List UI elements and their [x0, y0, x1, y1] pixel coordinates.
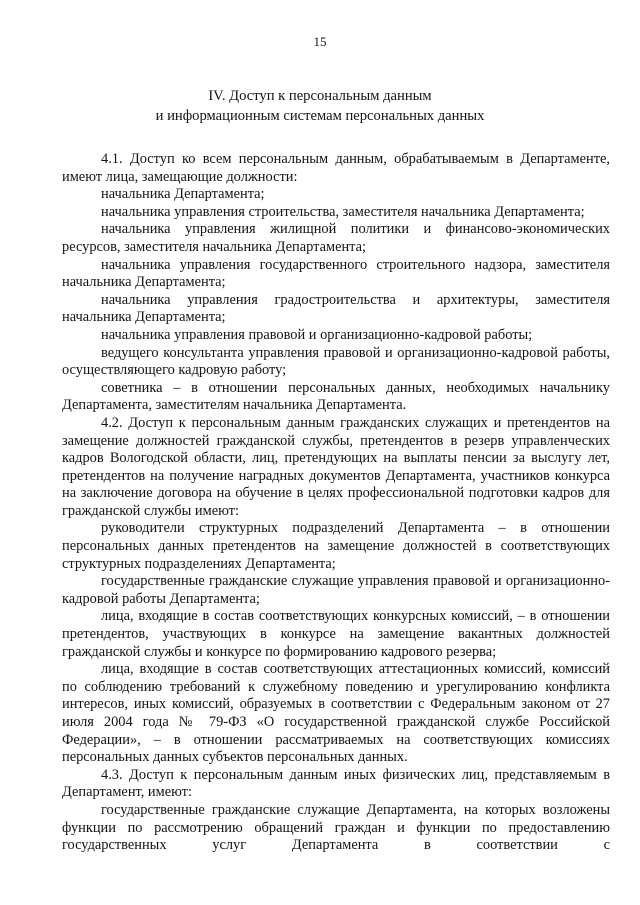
paragraph-list-item: лица, входящие в состав соответствующих аттестационных комиссий, комиссий по соблюдению требований к служебному поведению и урегулированию конфликта интересов, иных комиссий, образуемых в соответствии с Федеральным законом от 27 июля 2004 года № 79-ФЗ «О государственной гражданской службе Российской Федерации», – в отношении рассматриваемых на соответствующих комиссиях персональных данных субъектов персональных данных. [62, 661, 610, 766]
paragraph-list-item: начальника управления государственного строительного надзора, заместителя начальника Департамента; [62, 256, 610, 291]
paragraph-list-item: ведущего консультанта управления правовой и организационно-кадровой работы, осуществляющего кадровую работу; [62, 344, 610, 379]
paragraph-4-1: 4.1. Доступ ко всем персональным данным, обрабатываемым в Департаменте, имеют лица, замещающие должности: [62, 151, 610, 185]
section-title-line-2: и информационным системам персональных данных [155, 108, 485, 124]
paragraph-list-item: лица, входящие в состав соответствующих конкурсных комиссий, – в отношении претендентов, участвующих в конкурсе на замещение вакантных должностей гражданской службы и конкурсе по формированию кадрового резерва; [62, 608, 610, 660]
body-text [62, 151, 610, 855]
paragraph-list-item: начальника управления градостроительства и архитектуры, заместителя начальника Департамента; [62, 291, 610, 326]
paragraph-4-3: 4.3. Доступ к персональным данным иных физических лиц, представляемым в Департамент, имеют: [62, 766, 610, 801]
paragraph-list-item: начальника управления жилищной политики и финансово-экономических ресурсов, заместителя начальника Департамента; [62, 221, 610, 255]
paragraph-list-item: государственные гражданские служащие Департамента, на которых возложены функции по рассмотрению обращений граждан и функции по предоставлению государственных услуг Департамента в соответствии с [62, 801, 610, 854]
paragraph-list-item: государственные гражданские служащие управления правовой и организационно-кадровой работы Департамента; [62, 573, 610, 607]
section-title-line-1: IV. Доступ к персональным данным [208, 88, 432, 104]
paragraph-list-item: начальника Департамента; [101, 186, 265, 203]
paragraph-list-item: начальника управления строительства, заместителя начальника Департамента; [101, 203, 585, 220]
paragraph-list-item: советника – в отношении персональных данных, необходимых начальнику Департамента, заместителям начальника Департамента. [62, 379, 610, 414]
paragraph-4-2: 4.2. Доступ к персональным данным гражданских служащих и претендентов на замещение должностей гражданской службы, претендентов в резерв управленческих кадров Вологодской области, лиц, претендующих на выплаты пенсии за выслугу лет, претендентов на получение наградных документов Департамента, участников конкурса на заключение договора на обучение в целях профессиональной подготовки кадров для гражданской службы имеют: [62, 414, 610, 519]
paragraph-list-item: начальника управления правовой и организационно-кадровой работы; [101, 326, 533, 343]
section-title [80, 86, 560, 126]
paragraph-list-item: руководители структурных подразделений Департамента – в отношении персональных данных претендентов на замещение должностей в соответствующих структурных подразделениях Департамента; [62, 520, 610, 572]
page-number: 15 [313, 34, 327, 49]
